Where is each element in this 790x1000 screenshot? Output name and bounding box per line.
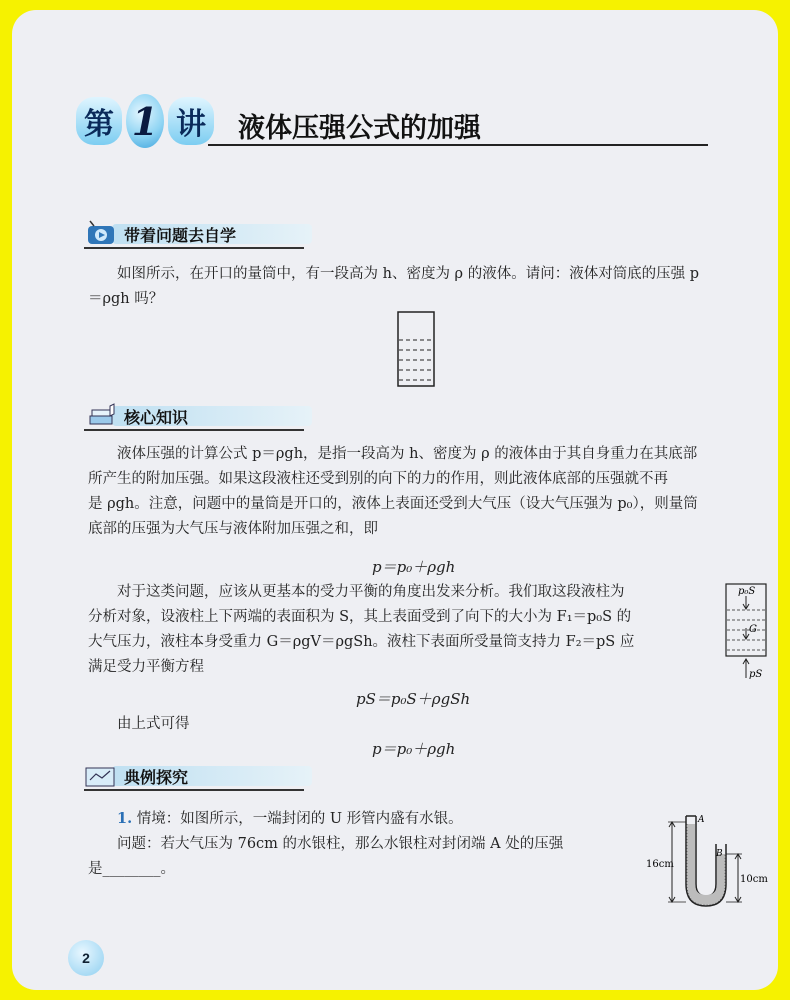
cylinder-figure bbox=[396, 310, 436, 390]
point-b-label: B bbox=[716, 849, 723, 859]
u-tube-figure bbox=[646, 810, 774, 910]
page bbox=[12, 10, 778, 990]
force-label-top: p₀S bbox=[738, 586, 756, 597]
example-number: 1. bbox=[117, 810, 133, 827]
force-diagram bbox=[724, 582, 774, 682]
section-label: 典例探究 bbox=[124, 768, 189, 787]
chalkboard-icon bbox=[84, 762, 120, 790]
left-height-label: 16cm bbox=[646, 859, 674, 870]
chapter-title bbox=[76, 96, 716, 146]
formula-2: pS＝p₀S＋ρgSh bbox=[356, 690, 471, 708]
chapter-number: 1 bbox=[126, 94, 164, 148]
tv-icon bbox=[84, 220, 120, 248]
force-label-bottom: pS bbox=[749, 669, 763, 680]
page-title: 液体压强公式的加强 bbox=[238, 113, 481, 144]
question-paragraph: 如图所示，在开口的量筒中，有一段高为 h、密度为 ρ 的液体。请问：液体对筒底的压强 p ＝ρgh 吗？ bbox=[88, 266, 700, 307]
formula-3: p＝p₀＋ρgh bbox=[372, 740, 456, 758]
analysis-paragraph: 对于这类问题，应该从更基本的受力平衡的角度出发来分析。我们取这段液柱为 分析对象，设液柱上下两端的表面积为 S，其上表面受到了向下的大小为 F₁＝p₀S 的 大气压力，液柱本身受重力 G＝ρgV＝ρgSh。液柱下表面所受量筒支持力 F₂＝pS 应 满足受力平衡方程 bbox=[88, 584, 635, 675]
core-paragraph: 液体压强的计算公式 p＝ρgh，是指一段高为 h、密度为 ρ 的液体由于其自身重力在其底部 所产生的附加压强。如果这段液柱还受到别的向下的力的作用，则此液体底部的压强就不再 是 ρgh。注意，问题中的量筒是开口的，液体上表面还受到大气压（设大气压强为 p₀），则量筒 底部的压强为大气压与液体附加压强之和，即 bbox=[88, 446, 698, 537]
page-number: 2 bbox=[68, 940, 104, 976]
chapter-suffix: 讲 bbox=[168, 97, 214, 145]
books-icon bbox=[84, 402, 120, 430]
force-label-gravity: G bbox=[749, 624, 757, 635]
derive-line: 由上式可得 bbox=[117, 716, 190, 732]
title-underline bbox=[208, 144, 708, 146]
example-1: 1. 情境：如图所示，一端封闭的 U 形管内盛有水银。 问题：若大气压为 76cm 的水银柱，那么水银柱对封闭端 A 处的压强 是________。 bbox=[88, 810, 564, 877]
formula-1: p＝p₀＋ρgh bbox=[372, 558, 456, 576]
right-height-label: 10cm bbox=[740, 874, 768, 885]
chapter-badge bbox=[76, 100, 214, 142]
section-label: 核心知识 bbox=[124, 408, 189, 427]
section-label: 带着问题去自学 bbox=[124, 226, 237, 245]
chapter-prefix: 第 bbox=[76, 97, 122, 145]
point-a-label: A bbox=[698, 815, 705, 825]
